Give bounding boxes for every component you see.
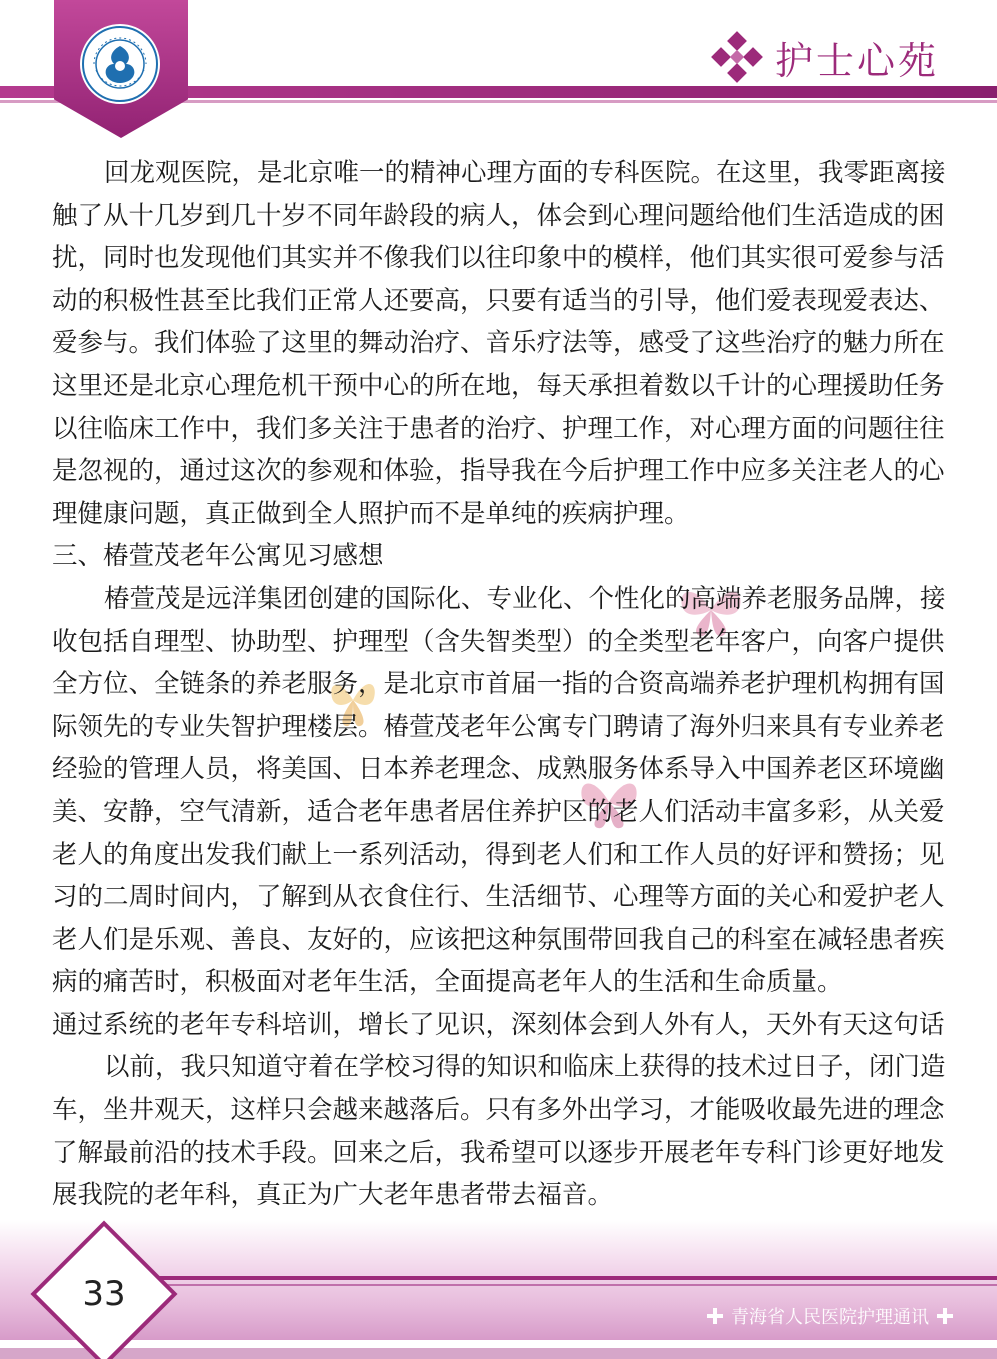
text-line: 理健康问题，真正做到全人照护而不是单纯的疾病护理。 [52,498,690,529]
text-line: 以往临床工作中，我们多关注于患者的治疗、护理工作，对心理方面的问题往往 [52,413,945,444]
text-line: 展我院的老年科，真正为广大老年患者带去福音。 [52,1180,614,1211]
text-line: 扰，同时也发现他们其实并不像我们以往印象中的模样，他们其实很可爱参与活 [52,243,945,274]
article-body [52,152,977,1217]
text-line: 动的积极性甚至比我们正常人还要高，只要有适当的引导，他们爱表现爱表达、 [52,285,945,316]
text-line: 老人的角度出发我们献上一系列活动，得到老人们和工作人员的好评和赞扬；见 [52,839,945,870]
text-line: 爱参与。我们体验了这里的舞动治疗、音乐疗法等，感受了这些治疗的魅力所在 [52,328,945,359]
text-line: 经验的管理人员，将美国、日本养老理念、成熟服务体系导入中国养老区环境幽 [52,754,945,785]
text-line: 了解最前沿的技术手段。回来之后，我希望可以逐步开展老年专科门诊更好地发 [52,1137,945,1168]
footer-rule-thin [150,1284,997,1286]
text-line: 回龙观医院，是北京唯一的精神心理方面的专科医院。在这里，我零距离接 [104,158,946,188]
text-line: 收包括自理型、协助型、护理型（含失智类型）的全类型老年客户，向客户提供 [52,626,945,657]
text-line: 这里还是北京心理危机干预中心的所在地，每天承担着数以千计的心理援助任务 [52,370,945,401]
footer-publication [707,1302,953,1330]
publication-name: 青海省人民医院护理通讯 [731,1307,929,1328]
cross-ornament-icon [707,1308,723,1324]
header-title-group [711,30,939,84]
text-line: 际领先的专业失智护理楼层。椿萱茂老年公寓专门聘请了海外归来具有专业养老 [52,711,945,742]
cross-ornament-icon [937,1308,953,1324]
bottom-bar [0,1348,997,1359]
diamond-cluster-icon [711,31,763,83]
text-line: 车，坐井观天，这样只会越来越落后。只有多外出学习，才能吸收最先进的理念 [52,1095,945,1126]
text-line: 美、安静，空气清新，适合老年患者居住养护区的老人们活动丰富多彩，从关爱 [52,796,945,827]
text-line: 全方位、全链条的养老服务，是北京市首届一指的合资高端养老护理机构拥有国 [52,669,945,700]
hospital-emblem-icon [80,24,160,104]
text-line: 是忽视的，通过这次的参观和体验，指导我在今后护理工作中应多关注老人的心 [52,456,945,487]
text-line: 习的二周时间内，了解到从衣食住行、生活细节、心理等方面的关心和爱护老人 [52,882,945,913]
page-number: 33 [82,1274,126,1314]
text-line: 以前，我只知道守着在学校习得的知识和临床上获得的技术过日子，闭门造 [104,1052,946,1083]
text-line: 三、椿萱茂老年公寓见习感想 [52,541,384,572]
text-line: 病的痛苦时，积极面对老年生活，全面提高老年人的生活和生命质量。 [52,967,843,998]
text-line: 通过系统的老年专科培训，增长了见识，深刻体会到人外有人，天外有天这句话 [52,1009,945,1040]
text-line: 触了从十几岁到几十岁不同年龄段的病人，体会到心理问题给他们生活造成的困 [52,200,945,231]
section-title: 护士心苑 [774,38,939,83]
text-line: 椿萱茂是远洋集团创建的国际化、专业化、个性化的高端养老服务品牌，接 [104,583,946,614]
text-line: 老人们是乐观、善良、友好的，应该把这种氛围带回我自己的科室在减轻患者疾 [52,924,945,955]
footer-rule [150,1276,997,1280]
